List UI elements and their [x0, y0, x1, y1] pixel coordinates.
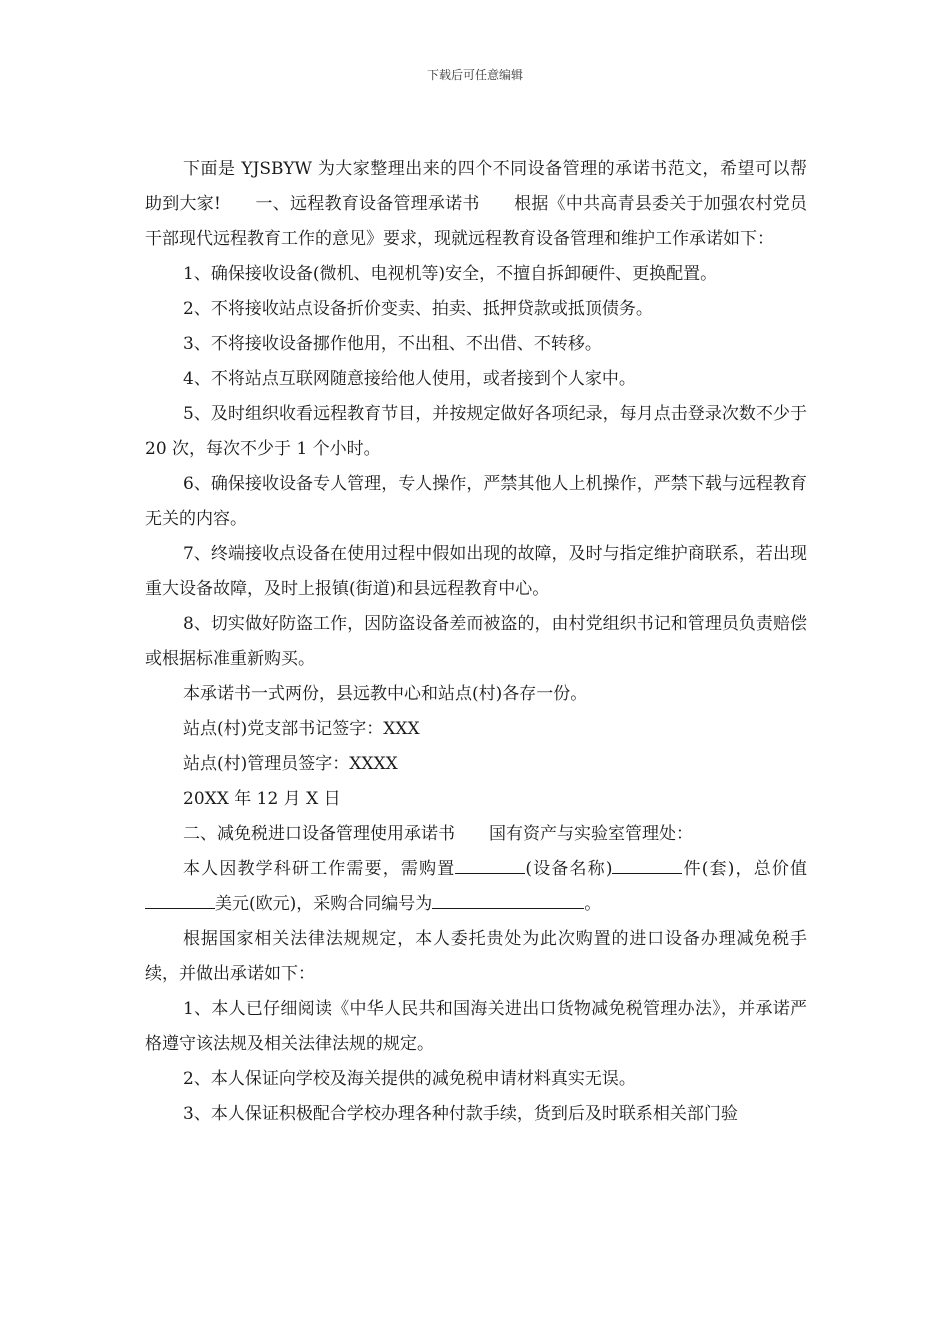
purchase-text-b: (设备名称): [525, 859, 613, 879]
purchase-text-d: 美元(欧元)，采购合同编号为: [215, 894, 433, 914]
device-name-blank: [455, 853, 525, 874]
entrust-paragraph: 根据国家相关法律法规规定，本人委托贵处为此次购置的进口设备办理减免税手续，并做出承诺如下：: [145, 929, 807, 984]
list-item: 3、本人保证积极配合学校办理各种付款手续，货到后及时联系相关部门验: [183, 1104, 738, 1124]
list-item: 2、本人保证向学校及海关提供的减免税申请材料真实无误。: [183, 1069, 636, 1089]
total-value-blank: [145, 888, 215, 909]
copies-statement: 本承诺书一式两份，县远教中心和站点(村)各存一份。: [183, 684, 588, 704]
list-item: 2、不将接收站点设备折价变卖、拍卖、抵押贷款或抵顶债务。: [183, 299, 653, 319]
signature-date: 20XX 年 12 月 X 日: [183, 789, 341, 809]
secretary-signature: 站点(村)党支部书记签字：XXX: [183, 719, 420, 739]
section2-title: 二、减免税进口设备管理使用承诺书 国有资产与实验室管理处：: [183, 824, 693, 844]
list-item: 5、及时组织收看远程教育节目，并按规定做好各项纪录，每月点击登录次数不少于 20 次，每次不少于 1 个小时。: [145, 404, 807, 459]
list-item: 8、切实做好防盗工作，因防盗设备差而被盗的，由村党组织书记和管理员负责赔偿或根据标准重新购买。: [145, 614, 807, 669]
list-item: 6、确保接收设备专人管理，专人操作，严禁其他人上机操作，严禁下载与远程教育无关的内容。: [145, 474, 807, 529]
list-item: 3、不将接收设备挪作他用，不出租、不出借、不转移。: [183, 334, 602, 354]
list-item: 7、终端接收点设备在使用过程中假如出现的故障，及时与指定维护商联系，若出现重大设备故障，及时上报镇(街道)和县远程教育中心。: [145, 544, 807, 599]
quantity-blank: [612, 853, 682, 874]
purchase-text-e: 。: [584, 894, 602, 914]
purchase-paragraph: [145, 852, 807, 922]
contract-number-blank: [432, 888, 584, 909]
purchase-text-c: 件(套)，总价值: [682, 859, 808, 879]
list-item: 1、确保接收设备(微机、电视机等)安全，不擅自拆卸硬件、更换配置。: [183, 264, 718, 284]
page-header: 下载后可任意编辑: [426, 68, 523, 82]
purchase-text-a: 本人因教学科研工作需要，需购置: [183, 859, 456, 879]
list-item: 4、不将站点互联网随意接给他人使用，或者接到个人家中。: [183, 369, 636, 389]
document-body: [145, 152, 807, 1132]
list-item: 1、本人已仔细阅读《中华人民共和国海关进出口货物减免税管理办法》，并承诺严格遵守该法规及相关法律法规的规定。: [145, 999, 807, 1054]
intro-paragraph: 下面是 YJSBYW 为大家整理出来的四个不同设备管理的承诺书范文，希望可以帮助到大家! 一、远程教育设备管理承诺书 根据《中共高青县委关于加强农村党员干部现代远程教育工作的意见》要求，现就远程教育设备管理和维护工作承诺如下：: [145, 159, 807, 249]
admin-signature: 站点(村)管理员签字：XXXX: [183, 754, 398, 774]
